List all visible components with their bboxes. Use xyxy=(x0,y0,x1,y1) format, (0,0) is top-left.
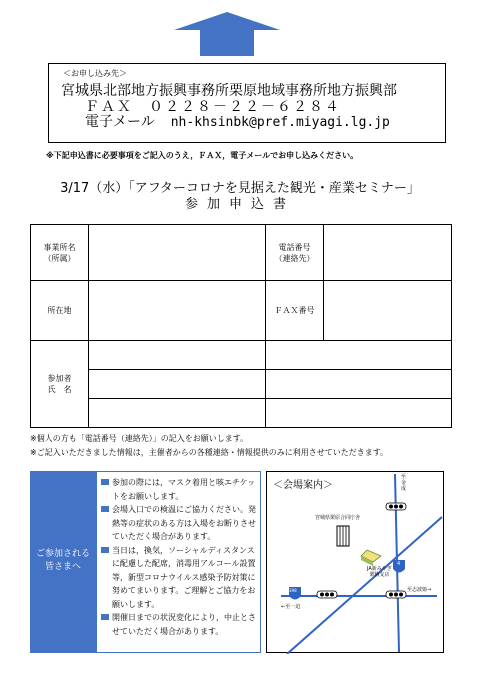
traffic-light-icon xyxy=(317,591,337,598)
contact-box xyxy=(48,63,446,143)
office-name-label: 事業所名 （所属） xyxy=(31,225,89,281)
list-item: 参加の際には，マスク着用と咳エチケットをお願いします。 xyxy=(101,476,257,503)
attendees-label-1: ご参加される xyxy=(35,549,90,559)
contact-office: 宮城県北部地方振興事務所栗原地域事務所地方振興部 xyxy=(61,83,397,99)
page-title: 3/17（水）「アフターコロナを見据えた観光・産業セミナー」 xyxy=(60,181,420,196)
route-4-label: 4 xyxy=(397,561,401,567)
contact-email[interactable]: nh-khsinbk@pref.miyagi.lg.jp xyxy=(170,115,390,130)
bullet-square-icon xyxy=(101,506,109,512)
contact-lead: ＜お申し込み先＞ xyxy=(63,69,127,78)
attendee-field-3b[interactable] xyxy=(266,399,452,428)
address-field[interactable] xyxy=(89,281,266,341)
route-398-label: 398 xyxy=(289,588,297,593)
page-subtitle: 参加申込書 xyxy=(184,197,295,212)
footnote-1: ※個人の方も「電話番号（連絡先）」の記入をお願いします。 xyxy=(30,434,249,443)
attendees-label-2: 皆さまへ xyxy=(44,562,81,572)
bullet-square-icon xyxy=(101,479,109,485)
map-label-govt-building: 宮城県栗原合同庁舎 xyxy=(315,515,361,521)
attendee-field-2b[interactable] xyxy=(266,370,452,399)
traffic-light-icon xyxy=(386,591,406,598)
map-label-shiwahime: 至志波姫→ xyxy=(407,587,432,593)
footnote-2: ※ご記入いただきました情報は，主催者からの各種連絡・情報提供のみに利用させていただきます。 xyxy=(30,448,389,457)
attendee-field-1a[interactable] xyxy=(89,341,266,370)
building-icon xyxy=(337,526,349,546)
attendees-bullets xyxy=(96,471,261,653)
bullet-square-icon xyxy=(101,614,109,620)
office-name-field[interactable] xyxy=(89,225,266,281)
attendees-label-box xyxy=(30,471,96,653)
up-arrow-icon xyxy=(174,12,280,56)
address-label: 所在地 xyxy=(31,281,89,341)
attendee-field-1b[interactable] xyxy=(266,341,452,370)
phone-field[interactable] xyxy=(324,225,452,281)
attendee-field-2a[interactable] xyxy=(89,370,266,399)
list-item: 会場入口での検温にご協力ください。発熱等の症状のある方は入場をお断りさせていただく場合があります。 xyxy=(101,503,257,544)
notice-top: ※下記申込書に必要事項をご記入のうえ，ＦＡＸ，電子メールでお申し込みください。 xyxy=(46,151,359,160)
application-form xyxy=(30,224,452,428)
map-label-kinsei: 至 金 成 xyxy=(401,474,407,492)
attendee-field-3a[interactable] xyxy=(89,399,266,428)
venue-building-icon xyxy=(361,550,381,566)
fax-label: ＦＡＸ番号 xyxy=(266,281,324,341)
map-label-venue: JA新みやぎ 栗駒支店 xyxy=(367,566,392,578)
phone-label: 電話番号 （連絡先） xyxy=(266,225,324,281)
map-roads xyxy=(267,472,445,654)
contact-email-line xyxy=(85,111,390,131)
attendee-label: 参加者 氏 名 xyxy=(31,341,89,428)
venue-map xyxy=(266,471,444,653)
fax-field[interactable] xyxy=(324,281,452,341)
list-item: 当日は，換気，ソーシャルディスタンスに配慮した配席，消毒用アルコール設置等，新型コロナウイルス感染予防対策に努めてまいります。ご理解とご協力をお願いします。 xyxy=(101,544,257,612)
list-item: 開催日までの状況変化により，中止とさせていただく場合があります。 xyxy=(101,611,257,638)
contact-fax: ＦＡＸ ０２２８－２２－６２８４ xyxy=(85,99,341,115)
map-title: ＜会場案内＞ xyxy=(273,480,333,491)
bullet-square-icon xyxy=(101,547,109,553)
map-label-ichihasama: ←至一迫 xyxy=(281,604,301,610)
traffic-light-icon xyxy=(386,503,406,510)
contact-email-label: 電子メール xyxy=(85,114,155,130)
